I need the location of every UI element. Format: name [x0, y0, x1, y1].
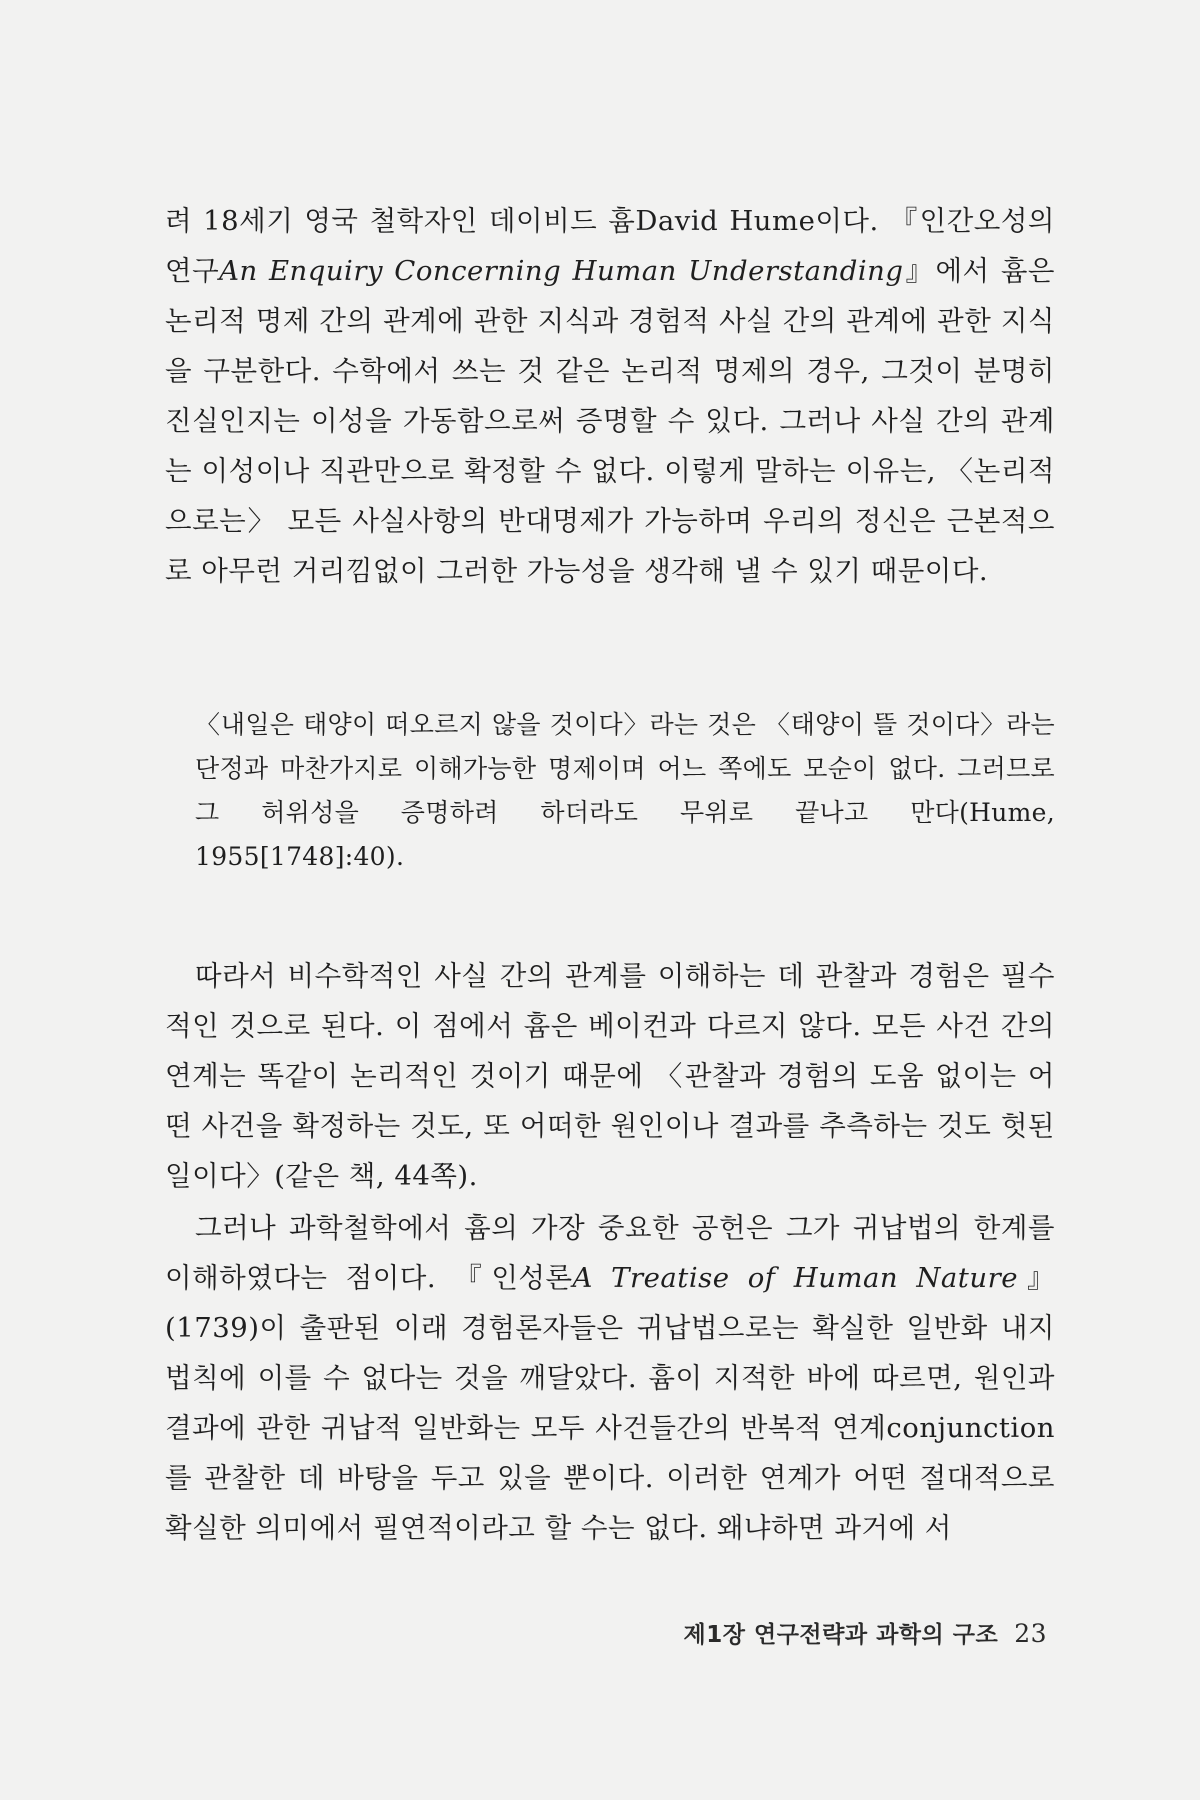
running-head: 제1장 연구전략과 과학의 구조 [683, 1622, 999, 1648]
block-quote: 〈내일은 태양이 떠오르지 않을 것이다〉라는 것은 〈태양이 뜰 것이다〉라는 단정과 마찬가지로 이해가능한 명제이며 어느 쪽에도 모순이 없다. 그러므로 그 허위성을 증명하려 하더라도 무위로 끝나고 만다(Hume, 1955[1748]:40). [195, 710, 1055, 871]
page-footer [684, 1616, 1047, 1649]
paragraph-text: 』에서 흄은 논리적 명제 간의 관계에 관한 지식과 경험적 사실 간의 관계에 관한 지식을 구분한다. 수학에서 쓰는 것 같은 논리적 명제의 경우, 그것이 분명히 진실인지는 이성을 가동함으로써 증명할 수 있다. 그러나 사실 간의 관계는 이성이나 직관만으로 확정할 수 없다. 이렇게 말하는 이유는, 〈논리적으로는〉 모든 사실사항의 반대명제가 가능하며 우리의 정신은 근본적으로 아무런 거리낌없이 그러한 가능성을 생각해 낼 수 있기 때문이다. [165, 255, 1055, 587]
body-paragraph-1 [165, 196, 1055, 596]
paragraph-text: 』(1739)이 출판된 이래 경험론자들은 귀납법으로는 확실한 일반화 내지 법칙에 이를 수 없다는 것을 깨달았다. 흄이 지적한 바에 따르면, 원인과 결과에 관한 귀납적 일반화는 모두 사건들간의 반복적 연계conjunction를 관찰한 데 바탕을 두고 있을 뿐이다. 이러한 연계가 어떤 절대적으로 확실한 의미에서 필연적이라고 할 수는 없다. 왜냐하면 과거에 서 [165, 1262, 1056, 1544]
body-paragraph-2: 따라서 비수학적인 사실 간의 관계를 이해하는 데 관찰과 경험은 필수적인 것으로 된다. 이 점에서 흄은 베이컨과 다르지 않다. 모든 사건 간의 연계는 똑같이 논리적인 것이기 때문에 〈관찰과 경험의 도움 없이는 어떤 사건을 확정하는 것도, 또 어떠한 원인이나 결과를 추측하는 것도 헛된 일이다〉(같은 책, 44쪽). [165, 960, 1055, 1192]
book-title-english: A Treatise of Human Nature [572, 1262, 1018, 1294]
paragraph-text: 그러나 과학철학에서 흄의 가장 중요한 공헌은 그가 귀납법의 한계를 이해하였다는 점이다. 『인성론 [165, 1212, 1055, 1294]
paragraph-text: 려 18세기 영국 철학자인 데이비드 흄David Hume이다. 『인간오성의 연구 [165, 205, 1055, 287]
book-title-english: An Enquiry Concerning Human Understanding [219, 255, 904, 287]
page-number: 23 [1014, 1619, 1047, 1648]
body-paragraph-3 [165, 1203, 1055, 1553]
